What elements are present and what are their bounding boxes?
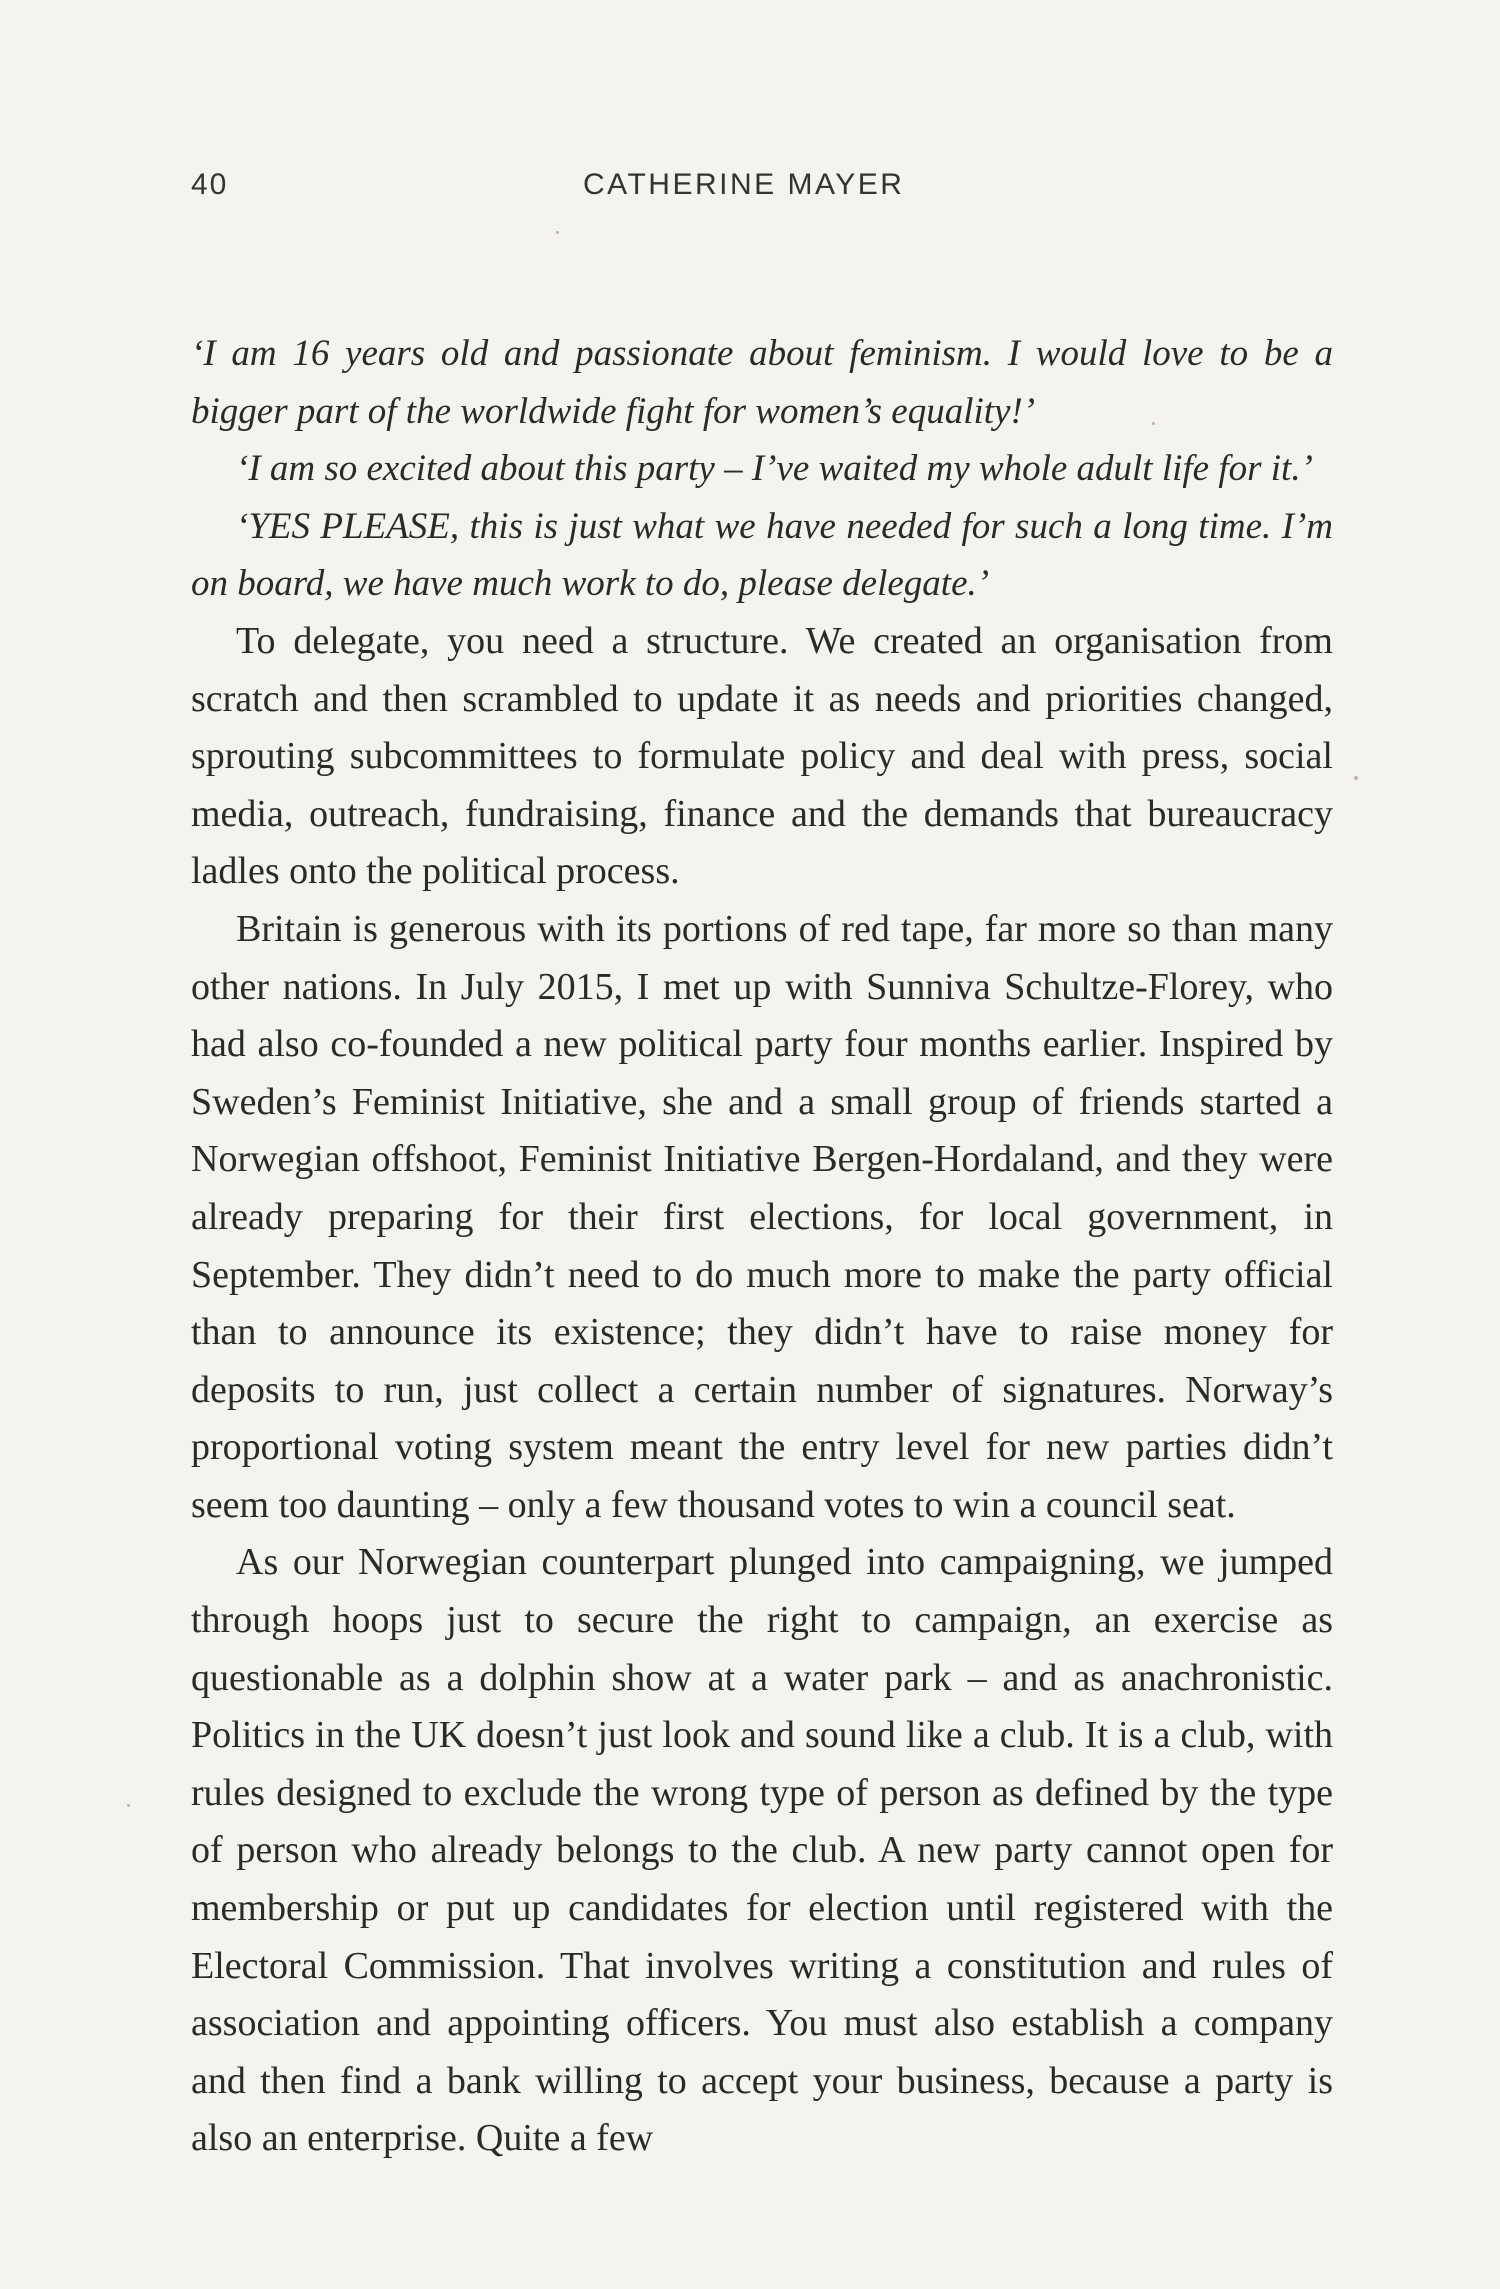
quote-paragraph: ‘YES PLEASE, this is just what we have needed for such a long time. I’m on board, we have much work to do, please delegate.’ [191,505,1333,605]
scan-speck [556,231,559,234]
quote-paragraph: ‘I am so excited about this party – I’ve waited my whole adult life for it.’ [236,448,1313,490]
running-head [191,168,1333,208]
scan-speck [1152,422,1155,425]
body-paragraph: Britain is generous with its portions of red tape, far more so than many other nations. In July 2015, I met up with Sunniva Schultze-Florey, who had also co-founded a new political party four months earlier. Inspired by Sweden’s Feminist Initiative, she and a small group of friends started a Norwegian offshoot, Feminist Initiative Bergen-Hordaland, and they were already preparing for their first elections, for local government, in September. They didn’t need to do much more to make the party official than to announce its existence; they didn’t have to raise money for deposits to run, just collect a certain number of signatures. Norway’s proportional voting system meant the entry level for new parties didn’t seem too daunting – only a few thousand votes to win a council seat. [191,907,1333,1526]
body-paragraph: To delegate, you need a structure. We created an organisation from scratch and then scrambled to update it as needs and priorities changed, sprouting subcommittees to formulate policy and deal with press, social media, outreach, fundraising, finance and the demands that bureaucracy ladles onto the political process. [191,619,1333,893]
running-head-author: CATHERINE MAYER [583,168,905,201]
scan-speck [1354,776,1358,780]
quote-paragraph: ‘I am 16 years old and passionate about feminism. I would love to be a bigger part of the worldwide fight for women’s equality!’ [191,333,1333,432]
body-text [191,325,1333,2168]
body-paragraph: As our Norwegian counterpart plunged into campaigning, we jumped through hoops just to secure the right to campaign, an exercise as questionable as a dolphin show at a water park – and as anachronistic. Politics in the UK doesn’t just look and sound like a club. It is a club, with rules designed to exclude the wrong type of person as defined by the type of person who already belongs to the club. A new party cannot open for membership or put up candidates for election until registered with the Electoral Commission. That involves writing a constitution and rules of association and appointing officers. You must also establish a company and then find a bank willing to accept your business, because a party is also an enterprise. Quite a few [191,1541,1333,2160]
page-number: 40 [191,168,229,201]
scan-speck [127,1804,130,1807]
